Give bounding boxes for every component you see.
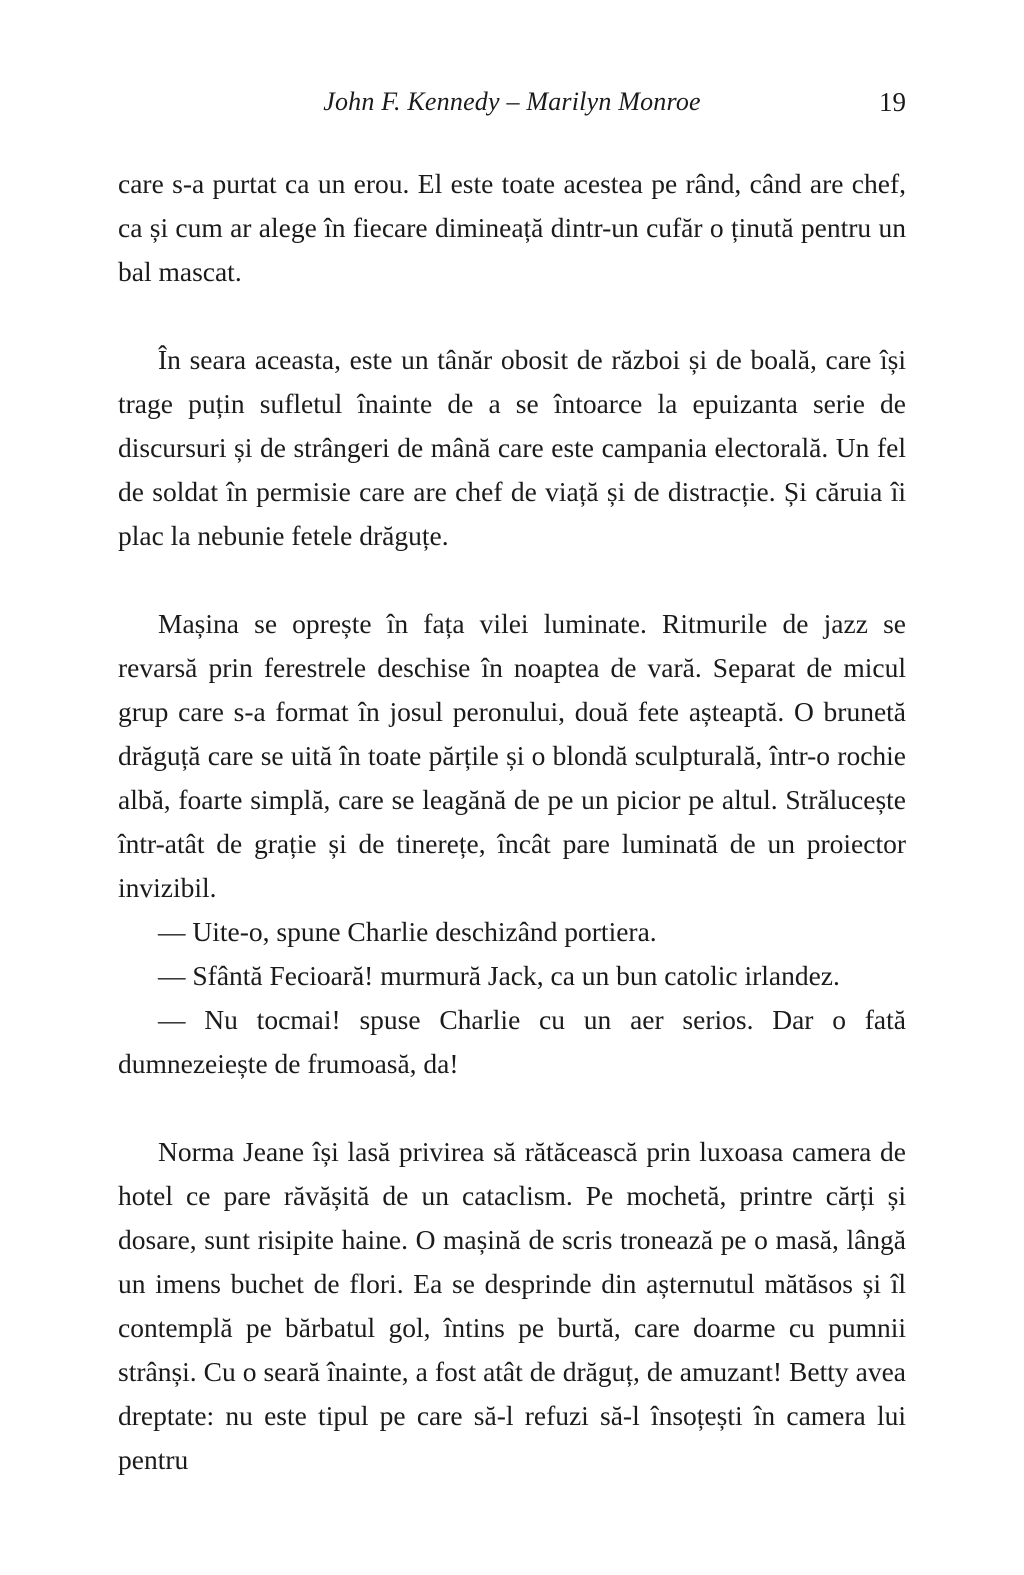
running-title: John F. Kennedy – Marilyn Monroe: [323, 87, 701, 116]
page-body: [118, 162, 906, 1482]
paragraph: În seara aceasta, este un tânăr obosit de război și de boală, care își trage puțin sufletul înainte de a se întoarce la epuizanta serie de discursuri și de strângeri de mână care este campania electorală. Un fel de soldat în permisie care are chef de viață și de distracție. Și căruia îi plac la nebunie fetele drăguțe.: [118, 344, 906, 551]
page-number: 19: [879, 87, 906, 117]
dialogue-line: — Sfântă Fecioară! murmură Jack, ca un bun catolic irlandez.: [158, 960, 840, 991]
paragraph: Norma Jeane își lasă privirea să rătăcească prin luxoasa camera de hotel ce pare răvășită de un cataclism. Pe mochetă, printre cărți și dosare, sunt risipite haine. O mașină de scris tronează pe o masă, lângă un imens buchet de flori. Ea se desprinde din așternutul mătăsos și îl contemplă pe bărbatul gol, întins pe burtă, care doarme cu pumnii strânși. Cu o seară înainte, a fost atât de drăguț, de amuzant! Betty avea dreptate: nu este tipul pe care să-l refuzi să-l însoțești în camera lui pentru: [118, 1136, 906, 1475]
page-header: [118, 84, 906, 120]
dialogue-line: — Uite-o, spune Charlie deschizând portiera.: [158, 916, 657, 947]
dialogue-line: — Nu tocmai! spuse Charlie cu un aer serios. Dar o fată dumnezeiește de frumoasă, da!: [118, 1004, 906, 1079]
paragraph: Mașina se oprește în fața vilei luminate. Ritmurile de jazz se revarsă prin ferestrele deschise în noaptea de vară. Separat de micul grup care s-a format în josul peronului, două fete așteaptă. O brunetă drăguță care se uită în toate părțile și o blondă sculpturală, într-o rochie albă, foarte simplă, care se leagănă de pe un picior pe altul. Strălucește într-atât de grație și de tinerețe, încât pare luminată de un proiector invizibil.: [118, 608, 906, 903]
paragraph-continuation: care s-a purtat ca un erou. El este toate acestea pe rând, când are chef, ca și cum ar alege în fiecare dimineață dintr-un cufăr o ținută pentru un bal mascat.: [118, 168, 906, 287]
